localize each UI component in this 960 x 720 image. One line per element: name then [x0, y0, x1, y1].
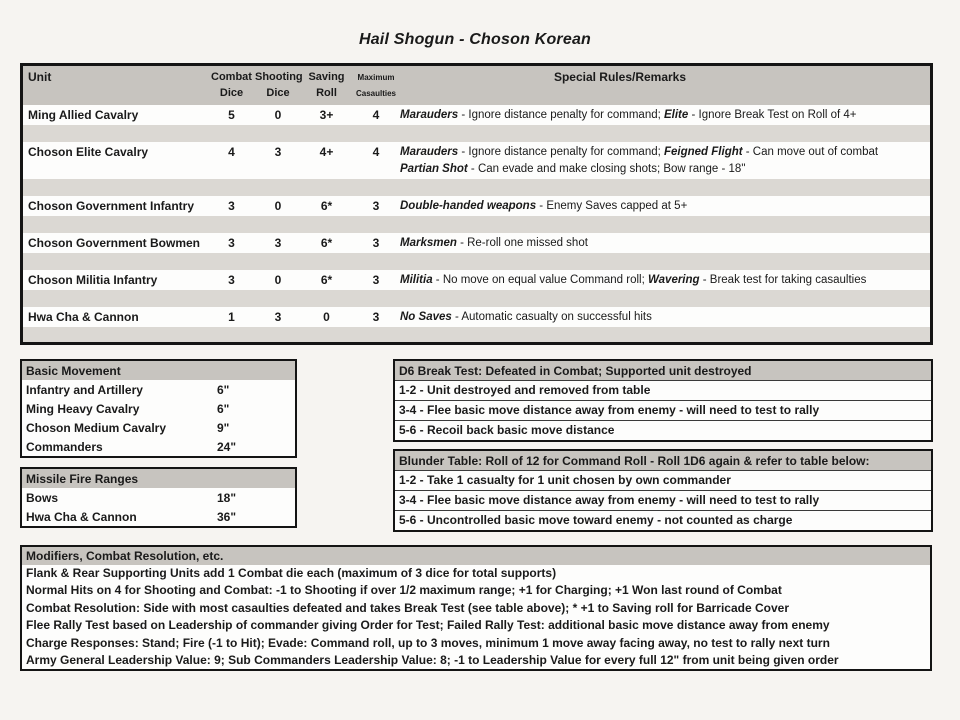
- movement-value: 24": [217, 440, 237, 454]
- special-rules-line: Marksmen - Re-roll one missed shot: [400, 237, 588, 249]
- col-header-saving-line1: Saving: [308, 71, 345, 83]
- unit-name: Choson Militia Infantry: [28, 273, 158, 287]
- combat-dice-value: 1: [228, 310, 235, 324]
- movement-row: [22, 380, 295, 399]
- max-casualties-value: 3: [372, 199, 380, 213]
- max-casualties-value: 3: [372, 310, 380, 324]
- combat-dice-value: 4: [228, 145, 235, 159]
- saving-roll-value: 6*: [320, 236, 333, 250]
- shooting-dice-value: 3: [274, 310, 282, 324]
- saving-roll-value: 4+: [319, 145, 334, 159]
- saving-roll-value: 6*: [320, 273, 333, 287]
- unit-name: Choson Government Infantry: [28, 199, 195, 213]
- movement-row: [22, 437, 295, 456]
- movement-label: Infantry and Artillery: [26, 383, 143, 397]
- special-rules-line: Militia - No move on equal value Command roll; Wavering - Break test for taking casaulties: [400, 274, 867, 286]
- unit-stats-table: [20, 63, 933, 345]
- break-test-result: 3-4 - Flee basic move distance away from enemy - will need to test to rally: [395, 400, 931, 420]
- unit-name: Choson Government Bowmen: [28, 236, 201, 250]
- col-header-max-line2: Casaulties: [355, 89, 397, 98]
- break-test-title: D6 Break Test: Defeated in Combat; Supported unit destroyed: [395, 361, 931, 380]
- col-header-shooting-dice: [255, 70, 301, 102]
- movement-label: Choson Medium Cavalry: [26, 421, 167, 435]
- movement-label: Ming Heavy Cavalry: [26, 402, 140, 416]
- combat-dice-value: 5: [228, 108, 235, 122]
- combat-dice-value: 3: [228, 199, 235, 213]
- movement-row: [22, 418, 295, 437]
- unit-row-choson-government-infantry: [23, 196, 930, 216]
- special-rules-line: Partian Shot - Can evade and make closing shots; Bow range - 18": [400, 163, 746, 175]
- blunder-table: [393, 449, 933, 532]
- saving-roll-value: 6*: [320, 199, 333, 213]
- max-casualties-value: 3: [372, 273, 380, 287]
- range-row: [22, 488, 295, 507]
- range-value: 18": [217, 491, 237, 505]
- range-label: Hwa Cha & Cannon: [26, 510, 137, 524]
- combat-dice-value: 3: [228, 273, 235, 287]
- row-spacer: [23, 290, 930, 307]
- missile-ranges-title: Missile Fire Ranges: [22, 469, 295, 488]
- col-header-max-casualties: [352, 70, 400, 102]
- unit-name: Choson Elite Cavalry: [28, 145, 149, 159]
- modifiers-title: Modifiers, Combat Resolution, etc.: [22, 547, 930, 565]
- special-rules-line: Marauders - Ignore distance penalty for command; Feigned Flight - Can move out of combat: [400, 146, 879, 158]
- unit-row-ming-allied-cavalry: [23, 105, 930, 125]
- modifier-rule: Charge Responses: Stand; Fire (-1 to Hit); Evade: Command roll, up to 3 moves, minimum 1 move away facing away, no test to rally next turn: [26, 635, 830, 650]
- col-header-max-line1: Maximum: [357, 73, 395, 82]
- unit-table-header: [23, 66, 930, 105]
- modifiers-table: [20, 545, 932, 671]
- col-header-combat-line2: Dice: [219, 87, 244, 99]
- special-rules-cell: [400, 309, 930, 326]
- row-spacer: [23, 216, 930, 233]
- break-test-result: 5-6 - Recoil back basic move distance: [395, 420, 931, 440]
- max-casualties-value: 4: [372, 108, 380, 122]
- unit-row-choson-government-bowmen: [23, 233, 930, 253]
- movement-row: [22, 399, 295, 418]
- modifier-rule: Normal Hits on 4 for Shooting and Combat: -1 to Shooting if over 1/2 maximum range; +1 for Charging; +1 Won last round of Combat: [26, 583, 782, 598]
- modifier-rule: Flank & Rear Supporting Units add 1 Combat die each (maximum of 3 dice for total supports): [26, 566, 557, 580]
- range-row: [22, 507, 295, 526]
- saving-roll-value: 3+: [319, 108, 334, 122]
- special-rules-cell: [400, 144, 930, 178]
- unit-name: Hwa Cha & Cannon: [28, 310, 139, 324]
- movement-label: Commanders: [26, 440, 103, 454]
- blunder-table-title: Blunder Table: Roll of 12 for Command Roll - Roll 1D6 again & refer to table below:: [395, 451, 931, 470]
- unit-row-hwa-cha-cannon: [23, 307, 930, 327]
- special-rules-cell: [400, 107, 930, 124]
- movement-value: 9": [217, 421, 230, 435]
- basic-movement-title: Basic Movement: [22, 361, 295, 380]
- page-title: Hail Shogun - Choson Korean: [358, 31, 592, 48]
- row-spacer: [23, 125, 930, 142]
- col-header-saving-line2: Roll: [316, 87, 337, 99]
- movement-value: 6": [217, 402, 230, 416]
- col-header-shooting-line1: Shooting: [255, 71, 303, 83]
- modifier-rule: Combat Resolution: Side with most casaulties defeated and takes Break Test (see table above); * +1 to Saving roll for Barricade Cover: [26, 600, 789, 615]
- break-test-result: 1-2 - Unit destroyed and removed from table: [395, 380, 931, 400]
- shooting-dice-value: 3: [274, 236, 282, 250]
- blunder-result: 3-4 - Flee basic move distance away from enemy - will need to test to rally: [395, 490, 931, 510]
- basic-movement-table: [20, 359, 297, 458]
- shooting-dice-value: 0: [274, 108, 282, 122]
- missile-fire-ranges-table: [20, 467, 297, 528]
- row-spacer: [23, 253, 930, 270]
- shooting-dice-value: 3: [274, 145, 282, 159]
- blunder-result: 1-2 - Take 1 casualty for 1 unit chosen by own commander: [395, 470, 931, 490]
- special-rules-cell: [400, 272, 930, 289]
- saving-roll-value: 0: [323, 310, 330, 324]
- row-spacer: [23, 327, 930, 342]
- row-spacer: [23, 179, 930, 196]
- unit-row-choson-elite-cavalry: [23, 142, 930, 179]
- movement-value: 6": [217, 383, 230, 397]
- max-casualties-value: 3: [372, 236, 380, 250]
- col-header-special-rules: Special Rules/Remarks: [553, 70, 687, 84]
- modifier-rule: Flee Rally Test based on Leadership of commander giving Order for Test; Failed Rally Test: additional basic move distance away from enemy: [26, 618, 830, 633]
- range-label: Bows: [26, 491, 59, 505]
- unit-name: Ming Allied Cavalry: [28, 108, 139, 122]
- col-header-combat-line1: Combat: [211, 71, 252, 83]
- special-rules-cell: [400, 235, 930, 252]
- max-casualties-value: 4: [372, 145, 380, 159]
- combat-dice-value: 3: [228, 236, 235, 250]
- special-rules-line: Double-handed weapons - Enemy Saves capped at 5+: [400, 200, 688, 212]
- col-header-shooting-line2: Dice: [266, 87, 290, 99]
- special-rules-cell: [400, 198, 930, 215]
- break-test-table: [393, 359, 933, 442]
- shooting-dice-value: 0: [274, 199, 282, 213]
- col-header-saving-roll: [301, 70, 352, 102]
- col-header-unit: Unit: [28, 70, 52, 84]
- shooting-dice-value: 0: [274, 273, 282, 287]
- range-value: 36": [217, 510, 237, 524]
- modifier-rule: Army General Leadership Value: 9; Sub Commanders Leadership Value: 8; -1 to Leadership Value for every full 12" from unit being given order: [26, 653, 839, 668]
- col-header-combat-dice: [208, 70, 255, 102]
- blunder-result: 5-6 - Uncontrolled basic move toward enemy - not counted as charge: [395, 510, 931, 530]
- special-rules-line: Marauders - Ignore distance penalty for command; Elite - Ignore Break Test on Roll of 4+: [400, 109, 857, 121]
- unit-row-choson-militia-infantry: [23, 270, 930, 290]
- special-rules-line: No Saves - Automatic casualty on successful hits: [400, 311, 652, 323]
